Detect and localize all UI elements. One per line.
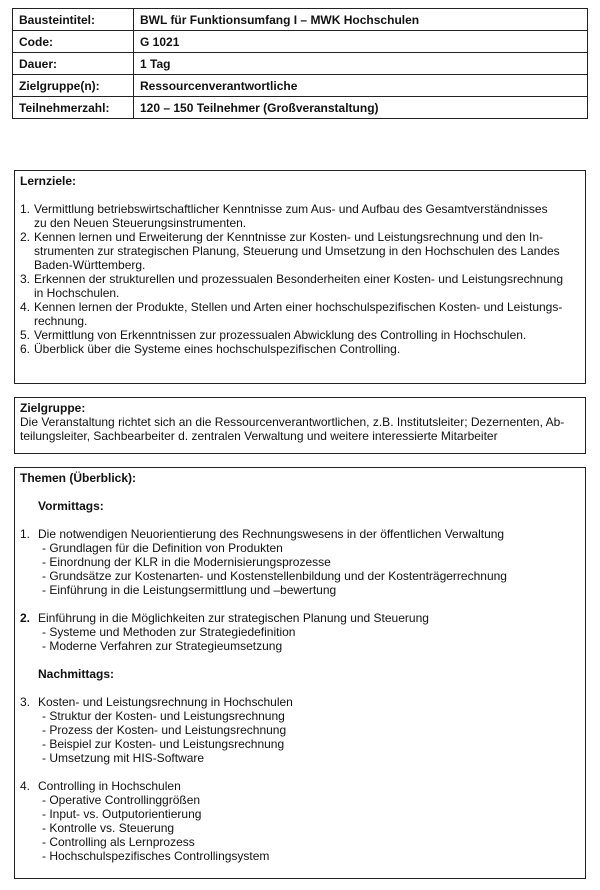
topic-subitem: - Moderne Verfahren zur Strategieumsetzung — [42, 639, 283, 653]
item-line: zu den Neuen Steuerungsinstrumenten. — [34, 216, 247, 230]
learning-goals-section — [14, 170, 586, 384]
item-line: rechnung. — [34, 314, 88, 328]
learning-goals-list — [20, 202, 580, 356]
topics-heading: Themen (Überblick): — [20, 471, 137, 485]
topic-title: Die notwendigen Neuorientierung des Rechnungswesens in der öffentlichen Verwaltung — [38, 527, 505, 541]
item-number: 1. — [20, 202, 31, 216]
label-code: Code: — [13, 31, 134, 53]
item-line: Kennen lernen und Erweiterung der Kenntnisse zur Kosten- und Leistungsrechnung und den In- — [34, 230, 544, 244]
topic-number: 4. — [20, 779, 31, 793]
topic-item — [20, 527, 580, 597]
item-line: Überblick über die Systeme eines hochschulspezifischen Controlling. — [34, 342, 401, 356]
item-number: 6. — [20, 342, 31, 356]
item-line: in Hochschulen. — [34, 286, 120, 300]
item-number: 5. — [20, 328, 31, 342]
item-line: Baden-Württemberg. — [34, 258, 146, 272]
value-participants: 120 – 150 Teilnehmer (Großveranstaltung) — [134, 97, 588, 119]
row-participants — [13, 97, 588, 119]
topic-subitem: - Hochschulspezifisches Controllingsystem — [42, 849, 270, 863]
label-target-group: Zielgruppe(n): — [13, 75, 134, 97]
topic-subitem: - Grundlagen für die Definition von Produkten — [42, 541, 283, 555]
topic-number: 1. — [20, 527, 31, 541]
topic-number: 2. — [20, 611, 31, 625]
session-afternoon-heading: Nachmittags: — [38, 667, 115, 681]
target-group-text-line: teilungsleiter, Sachbearbeiter d. zentralen Verwaltung und weitere interessierte Mitarbeiter — [20, 429, 498, 443]
target-group-section — [14, 397, 586, 454]
label-duration: Dauer: — [13, 53, 134, 75]
item-line: Kennen lernen der Produkte, Stellen und Arten einer hochschulspezifischen Kosten- und Leistungs- — [34, 300, 563, 314]
topics-section — [14, 467, 586, 879]
topic-subitem: - Grundsätze zur Kostenarten- und Kostenstellenbildung und der Kostenträgerrechnung — [42, 569, 507, 583]
topic-subitem: - Kontrolle vs. Steuerung — [42, 821, 175, 835]
value-title: BWL für Funktionsumfang I – MWK Hochschulen — [134, 9, 588, 31]
value-duration: 1 Tag — [134, 53, 588, 75]
topic-subitem: - Controlling als Lernprozess — [42, 835, 195, 849]
item-number: 4. — [20, 300, 31, 314]
item-number: 3. — [20, 272, 31, 286]
course-info-table — [12, 8, 588, 119]
list-item — [20, 272, 580, 300]
list-item — [20, 342, 580, 356]
topic-subitem: - Einführung in die Leistungsermittlung und –bewertung — [42, 583, 337, 597]
target-group-heading: Zielgruppe: — [20, 401, 86, 415]
item-number: 2. — [20, 230, 31, 244]
label-title: Bausteintitel: — [13, 9, 134, 31]
topic-title: Einführung in die Möglichkeiten zur strategischen Planung und Steuerung — [38, 611, 429, 625]
item-line: Vermittlung betriebswirtschaftlicher Kenntnisse zum Aus- und Aufbau des Gesamtverständnisses — [34, 202, 548, 216]
list-item — [20, 202, 580, 230]
item-line: Erkennen der strukturellen und prozessualen Besonderheiten einer Kosten- und Leistungsrechnung — [34, 272, 564, 286]
topic-subitem: - Prozess der Kosten- und Leistungsrechnung — [42, 723, 287, 737]
topic-subitem: - Input- vs. Outputorientierung — [42, 807, 202, 821]
topic-subitem: - Operative Controllinggrößen — [42, 793, 201, 807]
topic-title: Kosten- und Leistungsrechnung in Hochschulen — [38, 695, 293, 709]
list-item — [20, 328, 580, 342]
item-line: Vermittlung von Erkenntnissen zur prozessualen Abwicklung des Controlling in Hochschulen. — [34, 328, 527, 342]
topic-number: 3. — [20, 695, 31, 709]
topic-title: Controlling in Hochschulen — [38, 779, 181, 793]
list-item — [20, 230, 580, 272]
session-morning-heading: Vormittags: — [38, 499, 104, 513]
row-title — [13, 9, 588, 31]
list-item — [20, 300, 580, 328]
value-code: G 1021 — [134, 31, 588, 53]
value-target-group: Ressourcenverantwortliche — [134, 75, 588, 97]
topic-item — [20, 779, 580, 863]
topic-subitem: - Einordnung der KLR in die Modernisierungsprozesse — [42, 555, 331, 569]
topic-item — [20, 611, 580, 653]
target-group-text-line: Die Veranstaltung richtet sich an die Ressourcenverantwortlichen, z.B. Institutsleiter; Dezernenten, Ab- — [20, 415, 565, 429]
topic-subitem: - Systeme und Methoden zur Strategiedefinition — [42, 625, 296, 639]
item-line: strumenten zur strategischen Planung, Steuerung und Umsetzung in den Hochschulen des Landes — [34, 244, 560, 258]
label-participants: Teilnehmerzahl: — [13, 97, 134, 119]
row-code — [13, 31, 588, 53]
topic-item — [20, 695, 580, 765]
row-duration — [13, 53, 588, 75]
row-target-group — [13, 75, 588, 97]
topic-subitem: - Struktur der Kosten- und Leistungsrechnung — [42, 709, 285, 723]
topic-subitem: - Umsetzung mit HIS-Software — [42, 751, 205, 765]
learning-goals-heading: Lernziele: — [20, 174, 77, 188]
topic-subitem: - Beispiel zur Kosten- und Leistungsrechnung — [42, 737, 285, 751]
